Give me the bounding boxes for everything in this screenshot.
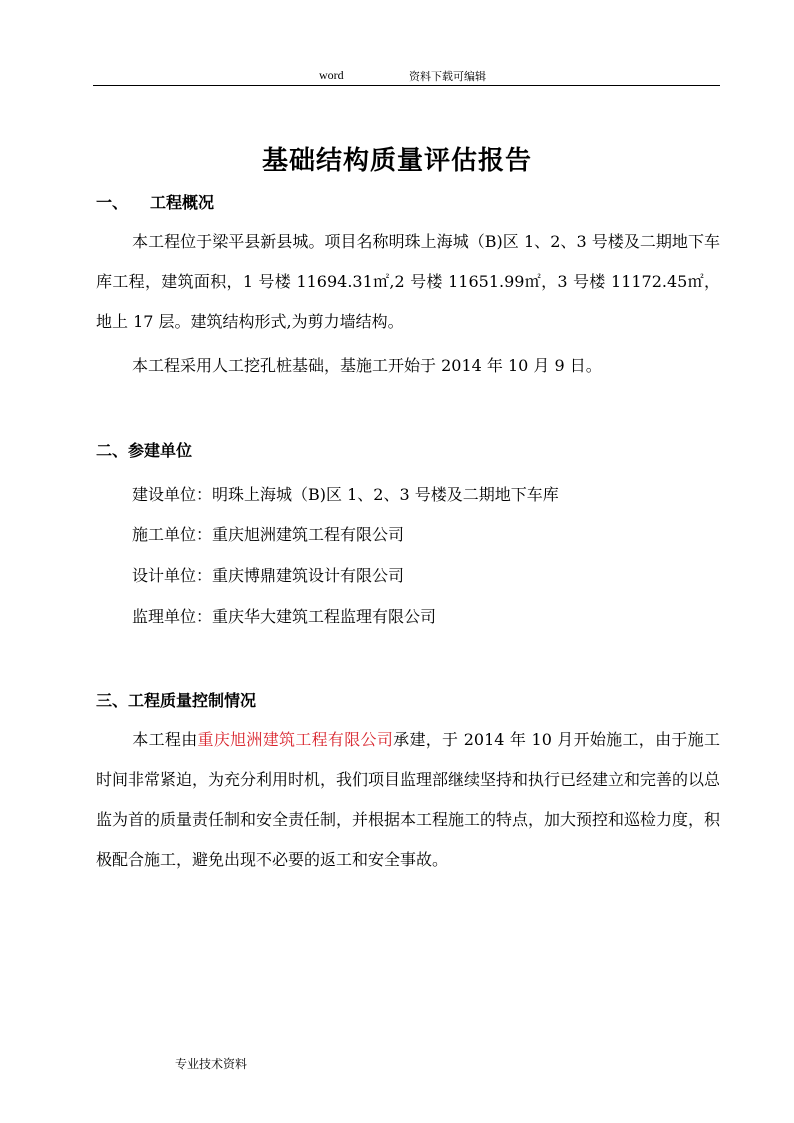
unit-line-supervisor: 监理单位：重庆华大建筑工程监理有限公司 — [132, 607, 437, 626]
page-footer: 专业技术资料 — [175, 1057, 248, 1071]
header-divider — [93, 85, 720, 86]
document-title: 基础结构质量评估报告 — [261, 146, 532, 176]
unit-line-client: 建设单位：明珠上海城（B)区 1、2、3 号楼及二期地下车库 — [132, 485, 559, 504]
unit-line-designer: 设计单位：重庆博鼎建筑设计有限公司 — [132, 566, 405, 585]
section1-paragraph-2 — [96, 346, 720, 386]
section1-paragraph-1 — [96, 222, 720, 342]
section3-heading: 三、工程质量控制情况 — [96, 691, 257, 710]
header-word-label: word — [319, 68, 344, 82]
section1-number: 一、 — [96, 193, 129, 212]
section3-text-pre: 本工程由 — [132, 730, 198, 749]
section1-heading — [96, 190, 214, 213]
page-header — [0, 68, 794, 84]
section3-company-highlight: 重庆旭洲建筑工程有限公司 — [197, 730, 394, 749]
section3-text-post: 承建，于 2014 年 10 月开始施工，由于施工时间非常紧迫，为充分利用时机，我们项目监理部继续坚持和执行已经建立和完善的以总监为首的质量责任制和安全责任制，并根据本工程施工的特点，加大预控和巡检力度，积极配合施工，避免出现不必要的返工和安全事故。 — [96, 730, 721, 869]
section1-title: 工程概况 — [150, 193, 215, 212]
section2-heading: 二、参建单位 — [96, 441, 193, 460]
section1-p2-text: 本工程采用人工挖孔桩基础，基施工开始于 2014 年 10 月 9 日。 — [132, 356, 602, 375]
header-editable-label: 资料下载可编辑 — [409, 70, 486, 83]
unit-line-contractor: 施工单位：重庆旭洲建筑工程有限公司 — [132, 525, 405, 544]
section3-paragraph — [96, 720, 720, 880]
section1-p1-text: 本工程位于梁平县新县城。项目名称明珠上海城（B)区 1、2、3 号楼及二期地下车库工程，建筑面积，1 号楼 11694.31㎡,2 号楼 11651.99㎡，3 号楼 11172.45㎡，地上 17 层。建筑结构形式,为剪力墙结构。 — [96, 232, 720, 331]
